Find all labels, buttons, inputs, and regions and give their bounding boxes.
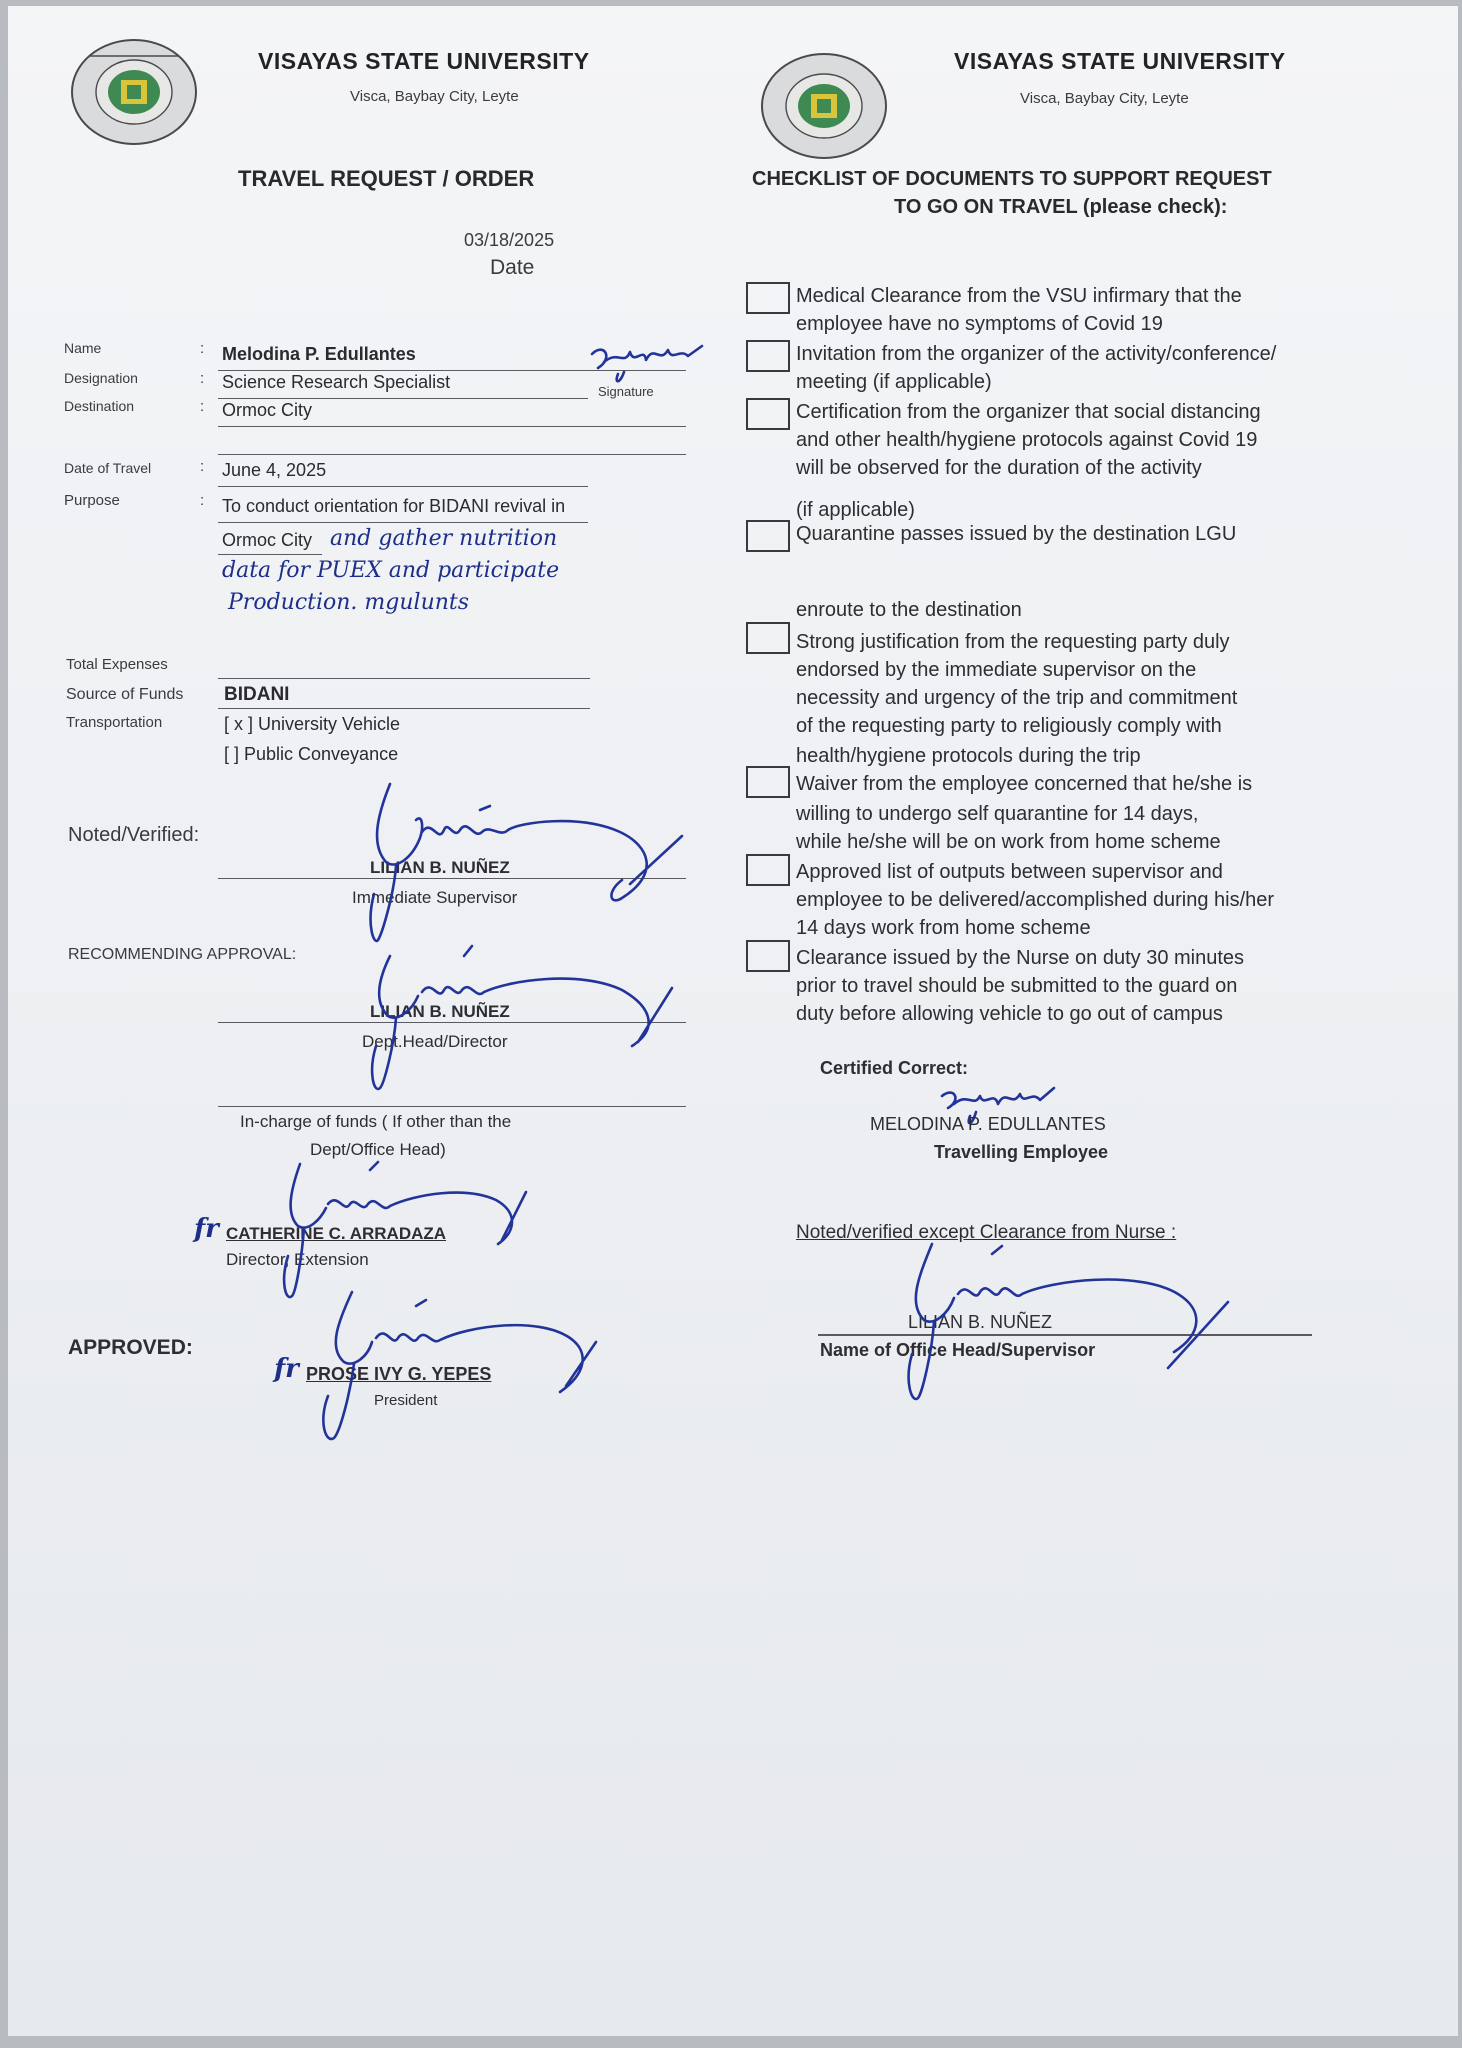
document-page: VISAYAS STATE UNIVERSITY Visca, Baybay City, Leyte TRAVEL REQUEST / ORDER 03/18/2025 Date Name : Melodina P. Edullantes Signature Designation : Science Research Specialist Destination : Ormoc City Date of Travel : June 4, 2025 Purpose : To conduct orientation for BIDANI revival in Ormoc City and gather nutrition data for PUEX and participate Production. mgulunts Total Expenses Source of Funds BIDANI Transportation [ x ] University Vehicle [ ] Public Conveyance Noted/Verified: LILIAN B. NUÑEZ Immediate Supervisor RECOMMENDING APPROVAL: LILIAN B. NUÑEZ Dept.Head/Director In-charge of funds ( If other than the Dept/Office Head) fr CATHERINE C. ARRADAZA Director, Extension APPROVED: fr PROSE IVY G. YEPES President VISAYAS STATE UNIVERSITY Visca, Baybay City, Leyte CHECKLIST OF DOCUMENTS TO SUPPORT REQUEST TO GO ON TRAVEL (please check): Medical Clearance from the VSU infirmary that the employee have no symptoms of Covid 19 Invitation from the organizer of the activity/conference/ meeting (if applicable) Certification from the organizer that social distancing and other health/hygiene protocols against Covid 19 will be observed for the duration of the activity (if applicable) Quarantine passes issued by the destination LGU enroute to the destination Strong justification from the requesting party duly endorsed by the immediate supervisor on the necessity and urgency of the trip and commitment of the requesting party to religiously comply with health/hygiene protocols during the trip Waiver from the employee concerned that he/she is willing to undergo self quarantine for 14 days, while he/she will be on work from home scheme Approved list of outputs between supervisor and employee to be delivered/accomplished during his/her 14 days work from home scheme Clearance issued by the Nurse on duty 30 minutes prior to travel should be submitted to the guard on duty before allowing vehicle to go out of campus Certified Correct: MELODINA P. EDULLANTES Travelling Employee Noted/verified except Clearance from Nurse : LILIAN B. NUÑEZ Name of Office Head/Supervisor [8, 6, 1458, 2036]
destination-underline-2 [218, 454, 686, 455]
destination-underline [218, 426, 686, 427]
transport-option-university: [ x ] University Vehicle [224, 714, 401, 734]
certified-role: Travelling Employee [934, 1142, 1109, 1162]
total-expenses-label: Total Expenses [66, 656, 168, 673]
source-funds-value: BIDANI [224, 684, 290, 705]
funds-signature-line [218, 1106, 686, 1107]
checklist-item-7-line3: 14 days work from home scheme [796, 917, 1091, 939]
name-value: Melodina P. Edullantes [222, 344, 416, 364]
checklist-item-4-line3: enroute to the destination [796, 599, 1022, 621]
checklist-item-6-line3: while he/she will be on work from home scheme [796, 831, 1221, 853]
checklist-item-8-line2: prior to travel should be submitted to the guard on [796, 975, 1238, 997]
approved-for-mark: fr [274, 1354, 299, 1384]
funds-role: Director, Extension [226, 1250, 369, 1269]
source-funds-label: Source of Funds [66, 686, 184, 703]
purpose-handwritten-1: and gather nutrition [330, 526, 558, 551]
funds-for-mark: fr [194, 1214, 219, 1244]
signature-label: Signature [598, 384, 654, 399]
transport-option-public: [ ] Public Conveyance [224, 744, 399, 764]
approved-signature [298, 1282, 608, 1452]
designation-underline [218, 398, 588, 399]
designation-label: Designation [64, 370, 138, 386]
checkbox-quarantine-passes[interactable] [746, 520, 790, 552]
approved-label: APPROVED: [68, 1336, 193, 1359]
purpose-line2: Ormoc City [222, 530, 312, 550]
checklist-item-4-line1: Quarantine passes issued by the destination LGU [796, 523, 1237, 545]
checklist-item-3-line3: will be observed for the duration of the activity [796, 457, 1202, 479]
checklist-item-6-line2: willing to undergo self quarantine for 14 days, [796, 803, 1199, 825]
checklist-item-7-line2: employee to be delivered/accomplished during his/her [796, 889, 1275, 911]
certified-name: MELODINA P. EDULLANTES [870, 1114, 1106, 1134]
university-address-right: Visca, Baybay City, Leyte [1020, 90, 1189, 107]
checklist-item-2-line2: meeting (if applicable) [796, 371, 992, 393]
checklist-item-7-line1: Approved list of outputs between supervisor and [796, 861, 1223, 883]
university-name: VISAYAS STATE UNIVERSITY [258, 48, 590, 74]
checklist-item-5-line1: Strong justification from the requesting party duly [796, 631, 1230, 653]
funds-name: CATHERINE C. ARRADAZA [226, 1224, 447, 1243]
destination-value: Ormoc City [222, 400, 312, 420]
checklist-title-1: CHECKLIST OF DOCUMENTS TO SUPPORT REQUEST [752, 168, 1272, 190]
date-label: Date [490, 256, 535, 279]
checklist-item-8-line1: Clearance issued by the Nurse on duty 30 minutes [796, 947, 1245, 969]
checklist-title-2: TO GO ON TRAVEL (please check): [894, 196, 1228, 218]
purpose-underline-1 [218, 522, 588, 523]
purpose-line1: To conduct orientation for BIDANI revival in [222, 496, 566, 516]
funds-caption-1: In-charge of funds ( If other than the [240, 1112, 512, 1131]
certified-label: Certified Correct: [820, 1058, 969, 1078]
checkbox-approved-outputs[interactable] [746, 854, 790, 886]
checklist-item-3-line4: (if applicable) [796, 499, 915, 521]
date-travel-underline [218, 486, 588, 487]
checkbox-invitation[interactable] [746, 340, 790, 372]
name-label: Name [64, 340, 102, 356]
source-funds-underline [218, 708, 590, 709]
supervisor-role: Name of Office Head/Supervisor [820, 1340, 1096, 1360]
form-title: TRAVEL REQUEST / ORDER [238, 166, 535, 191]
checkbox-medical-clearance[interactable] [746, 282, 790, 314]
checkbox-waiver[interactable] [746, 766, 790, 798]
checklist-item-1-line1: Medical Clearance from the VSU infirmary that the [796, 285, 1242, 307]
purpose-label: Purpose [64, 492, 120, 509]
employee-signature-small [584, 336, 714, 388]
recommending-label: RECOMMENDING APPROVAL: [68, 946, 297, 963]
date-travel-label: Date of Travel [64, 460, 152, 476]
checklist-item-6-line1: Waiver from the employee concerned that he/she is [796, 773, 1253, 795]
transportation-label: Transportation [66, 714, 163, 731]
noted-role: Immediate Supervisor [352, 888, 518, 907]
purpose-handwritten-2: data for PUEX and participate [222, 558, 560, 583]
checkbox-nurse-clearance[interactable] [746, 940, 790, 972]
date-value: 03/18/2025 [464, 230, 555, 250]
recommending-name: LILIAN B. NUÑEZ [370, 1002, 510, 1021]
designation-value: Science Research Specialist [222, 372, 451, 392]
checklist-item-5-line3: necessity and urgency of the trip and commitment [796, 687, 1238, 709]
university-seal-left [70, 34, 198, 146]
checkbox-strong-justification[interactable] [746, 622, 790, 654]
purpose-handwritten-3: Production. mgulunts [228, 590, 470, 615]
noted-except-label: Noted/verified except Clearance from Nurse : [796, 1222, 1177, 1243]
university-address: Visca, Baybay City, Leyte [350, 88, 519, 105]
checklist-item-5-line5: health/hygiene protocols during the trip [796, 745, 1141, 767]
supervisor-signature [888, 1234, 1238, 1414]
checklist-item-5-line4: of the requesting party to religiously comply with [796, 715, 1222, 737]
university-seal-right [760, 48, 888, 160]
purpose-underline-2 [218, 554, 322, 555]
supervisor-name: LILIAN B. NUÑEZ [908, 1312, 1053, 1332]
checklist-item-5-line2: endorsed by the immediate supervisor on the [796, 659, 1197, 681]
approved-role: President [374, 1392, 438, 1409]
approved-name: PROSE IVY G. YEPES [306, 1364, 492, 1384]
noted-signature [360, 774, 690, 954]
funds-caption-2: Dept/Office Head) [310, 1140, 446, 1159]
checklist-item-2-line1: Invitation from the organizer of the activity/conference/ [796, 343, 1277, 365]
noted-label: Noted/Verified: [68, 824, 200, 846]
university-name-right: VISAYAS STATE UNIVERSITY [954, 48, 1286, 74]
recommending-role: Dept.Head/Director [362, 1032, 508, 1051]
date-travel-value: June 4, 2025 [222, 460, 327, 480]
checklist-item-3-line2: and other health/hygiene protocols against Covid 19 [796, 429, 1258, 451]
total-expenses-underline [218, 678, 590, 679]
noted-name: LILIAN B. NUÑEZ [370, 858, 510, 877]
checklist-item-1-line2: employee have no symptoms of Covid 19 [796, 313, 1163, 335]
destination-label: Destination [64, 398, 135, 414]
checkbox-certification[interactable] [746, 398, 790, 430]
recommending-signature [360, 936, 690, 1096]
checklist-item-8-line3: duty before allowing vehicle to go out of campus [796, 1003, 1223, 1025]
checklist-item-3-line1: Certification from the organizer that social distancing [796, 401, 1261, 423]
